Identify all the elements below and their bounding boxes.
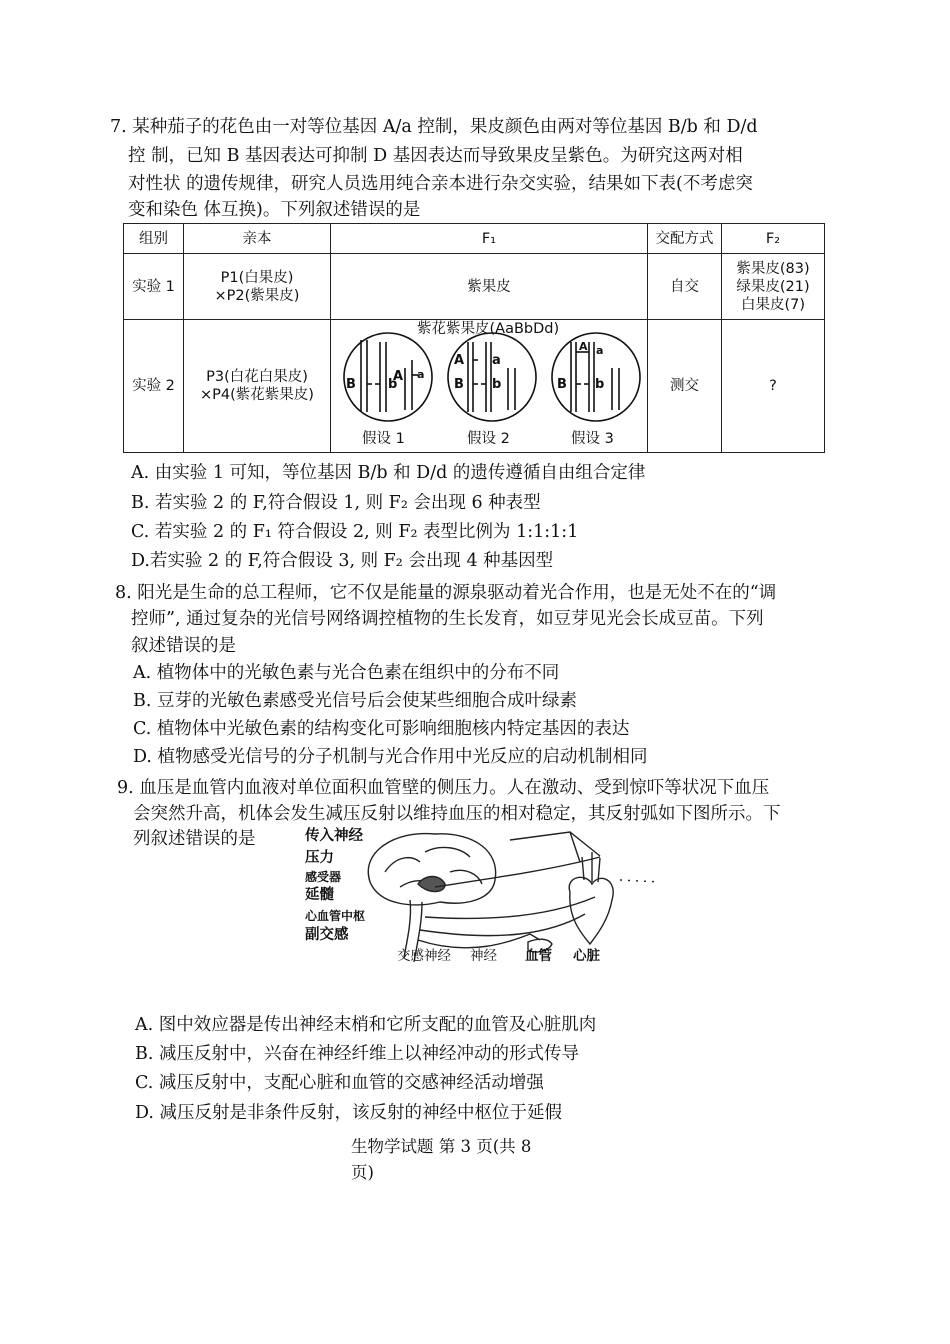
reflex-arc-diagram xyxy=(300,822,665,972)
header-mating: 交配方式 xyxy=(648,224,722,254)
hypothesis-1-label: 假设 1 xyxy=(362,431,405,447)
q8-line-2: 控师”, 通过复杂的光信号网络调控植物的生长发育，如豆芽见光会长成豆苗。下列 xyxy=(131,609,764,629)
row1-f2 xyxy=(722,254,825,320)
hypothesis-2-label: 假设 2 xyxy=(467,431,510,447)
label-nerve: 神经 xyxy=(470,948,497,964)
q9-option-a: A. 图中效应器是传出神经末梢和它所支配的血管及心脏肌肉 xyxy=(135,1015,597,1035)
q8-line-1: 8. 阳光是生命的总工程师，它不仅是能量的源泉驱动着光合作用，也是无处不在的“调 xyxy=(115,583,777,603)
row1-mating: 自交 xyxy=(648,254,722,320)
row2-parents xyxy=(184,320,331,453)
row2-f1-cell xyxy=(331,320,648,453)
label-blood-vessel: 血管 xyxy=(525,948,552,964)
row2-parent-a: P3(白花白果皮) xyxy=(206,369,308,385)
q7-option-a: A. 由实验 1 可知，等位基因 B/b 和 D/d 的遗传遵循自由组合定律 xyxy=(131,463,646,483)
label-parasympathetic: 副交感 xyxy=(305,927,349,943)
q7-line-1: 7. 某种茄子的花色由一对等位基因 A/a 控制，果皮颜色由两对等位基因 B/b 和 D/d xyxy=(110,117,758,137)
label-receptor: 感受器 xyxy=(305,870,342,884)
svg-text:A: A xyxy=(454,353,465,368)
label-sympathetic: 交感神经 xyxy=(397,948,451,964)
svg-text:B: B xyxy=(454,377,464,392)
svg-text:A: A xyxy=(579,340,588,353)
table-header-row xyxy=(124,224,825,254)
table-row xyxy=(124,320,825,453)
row1-parents xyxy=(184,254,331,320)
label-cardiovascular-center: 心血管中枢 xyxy=(305,909,366,923)
svg-text:a: a xyxy=(596,344,604,357)
label-medulla: 延髓 xyxy=(305,887,334,903)
label-afferent-nerve: 传入神经 xyxy=(305,828,363,844)
label-heart: 心脏 xyxy=(573,948,600,964)
header-parents: 亲本 xyxy=(184,224,331,254)
row1-parent-b: ×P2(紫果皮) xyxy=(214,287,300,304)
row1-f2-purple: 紫果皮(83) xyxy=(736,260,810,277)
row1-f2-green: 绿果皮(21) xyxy=(736,278,810,295)
svg-text:b: b xyxy=(388,377,398,392)
hypothesis-3-cell xyxy=(552,333,640,421)
row1-f1: 紫果皮 xyxy=(331,254,648,320)
q9-line-1: 9. 血压是血管内血液对单位面积血管壁的侧压力。人在激动、受到惊吓等状况下血压 xyxy=(117,778,770,798)
svg-text:b: b xyxy=(595,377,605,392)
row2-group: 实验 2 xyxy=(124,320,184,453)
header-f2: F₂ xyxy=(722,224,825,254)
svg-text:b: b xyxy=(492,377,502,392)
header-group: 组别 xyxy=(124,224,184,254)
q9-option-c: C. 减压反射中，支配心脏和血管的交感神经活动增强 xyxy=(135,1073,544,1093)
table-row xyxy=(124,254,825,320)
row1-parent-a: P1(白果皮) xyxy=(220,269,294,286)
q7-option-d: D.若实验 2 的 F,符合假设 3, 则 F₂ 会出现 4 种基因型 xyxy=(131,551,554,571)
q7-line-3: 对性状 的遗传规律，研究人员选用纯合亲本进行杂交实验，结果如下表(不考虑突 xyxy=(128,174,753,194)
row2-mating: 测交 xyxy=(648,320,722,453)
page-footer-line-2: 页) xyxy=(351,1163,374,1182)
q8-option-c: C. 植物体中光敏色素的结构变化可影响细胞核内特定基因的表达 xyxy=(133,719,630,739)
svg-text:B: B xyxy=(557,377,567,392)
row1-group: 实验 1 xyxy=(124,254,184,320)
row1-f2-white: 白果皮(7) xyxy=(740,296,806,313)
q7-line-2: 控 制，已知 B 基因表达可抑制 D 基因表达而导致果皮呈紫色。为研究这两对相 xyxy=(128,146,743,166)
row2-parent-b: ×P4(紫花紫果皮) xyxy=(200,387,314,403)
q8-option-a: A. 植物体中的光敏色素与光合色素在组织中的分布不同 xyxy=(133,663,560,683)
hypothesis-1-cell xyxy=(344,333,432,421)
svg-text:A: A xyxy=(393,369,404,384)
q9-option-d: D. 减压反射是非条件反射，该反射的神经中枢位于延假 xyxy=(135,1103,563,1123)
row2-f2: ? xyxy=(722,320,825,453)
label-pressure: 压力 xyxy=(305,850,334,866)
svg-text:a: a xyxy=(492,353,501,368)
hypothesis-2-cell xyxy=(448,333,536,421)
q8-option-b: B. 豆芽的光敏色素感受光信号后会使某些细胞合成叶绿素 xyxy=(133,691,577,711)
f1-genotype-caption: 紫花紫果皮(AaBbDd) xyxy=(417,321,560,337)
q7-option-c: C. 若实验 2 的 F₁ 符合假设 2, 则 F₂ 表型比例为 1:1:1:1 xyxy=(131,522,579,542)
q9-line-2: 会突然升高，机体会发生减压反射以维持血压的相对稳定，其反射弧如下图所示。下 xyxy=(133,804,781,824)
page-footer-line-1: 生物学试题 第 3 页(共 8 xyxy=(351,1137,532,1156)
q7-line-4: 变和染色 体互换)。下列叙述错误的是 xyxy=(128,200,421,220)
q8-option-d: D. 植物感受光信号的分子机制与光合作用中光反应的启动机制相同 xyxy=(133,747,648,767)
q7-option-b: B. 若实验 2 的 F,符合假设 1, 则 F₂ 会出现 6 种表型 xyxy=(131,493,541,513)
svg-text:B: B xyxy=(346,377,356,392)
q8-line-3: 叙述错误的是 xyxy=(131,636,236,656)
hypothesis-3-label: 假设 3 xyxy=(571,431,614,447)
header-f1: F₁ xyxy=(331,224,648,254)
q9-option-b: B. 减压反射中，兴奋在神经纤维上以神经冲动的形式传导 xyxy=(135,1044,579,1064)
svg-text:a: a xyxy=(417,368,425,381)
genetics-table xyxy=(123,223,825,453)
q9-line-3: 列叙述错误的是 xyxy=(133,829,256,849)
